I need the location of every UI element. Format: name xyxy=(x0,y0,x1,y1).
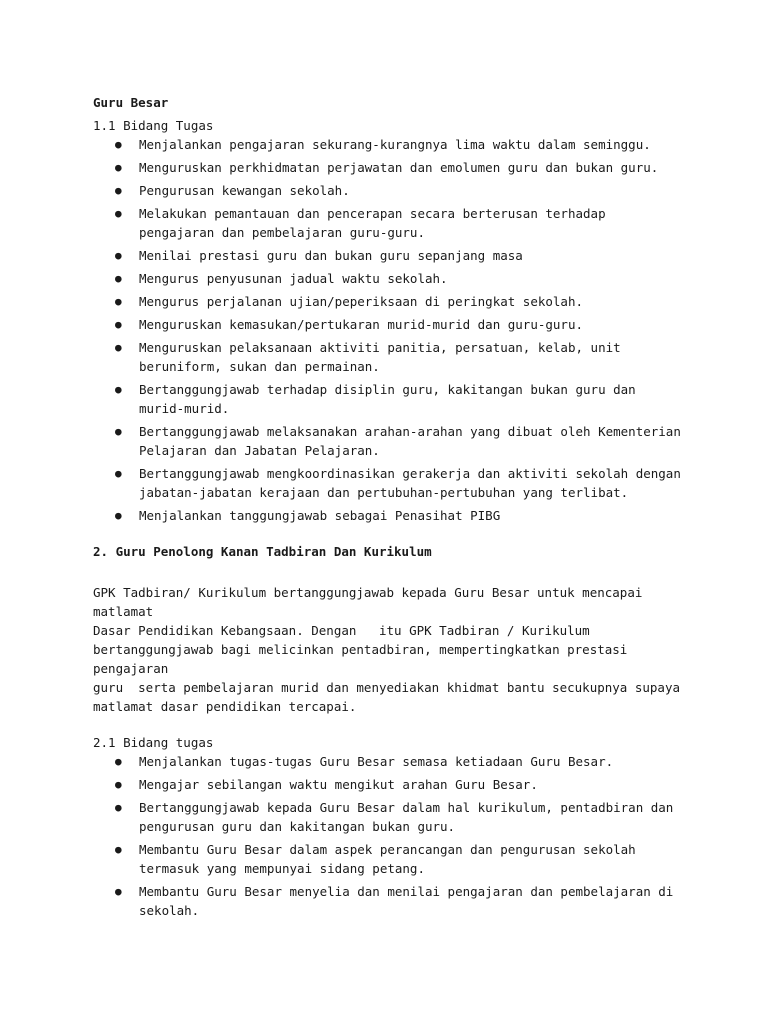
list-item xyxy=(93,292,683,311)
bullet-icon: ● xyxy=(115,509,122,522)
bullet-icon: ● xyxy=(115,755,122,768)
list-item-text: Pengurusan kewangan sekolah. xyxy=(139,183,350,198)
list-item-text: Mengurus perjalanan ujian/peperiksaan di peringkat sekolah. xyxy=(139,294,584,309)
bullet-icon: ● xyxy=(115,138,122,151)
list-item xyxy=(93,204,683,242)
list-item-text: Bertanggungjawab melaksanakan arahan-arahan yang dibuat oleh Kementerian Pelajaran dan Jabatan Pelajaran. xyxy=(139,424,681,458)
bullet-icon: ● xyxy=(115,249,122,262)
list-item-text: Bertanggungjawab kepada Guru Besar dalam hal kurikulum, pentadbiran dan pengurusan guru dan kakitangan bukan guru. xyxy=(139,800,674,834)
list-item xyxy=(93,246,683,265)
list-item-text: Mengajar sebilangan waktu mengikut arahan Guru Besar. xyxy=(139,777,538,792)
list-item xyxy=(93,775,683,794)
list-item-text: Membantu Guru Besar menyelia dan menilai pengajaran dan pembelajaran di sekolah. xyxy=(139,884,674,918)
list-item xyxy=(93,798,683,836)
list-item-text: Mengurus penyusunan jadual waktu sekolah. xyxy=(139,271,448,286)
list-item-text: Menjalankan pengajaran sekurang-kurangnya lima waktu dalam seminggu. xyxy=(139,137,651,152)
bullet-icon: ● xyxy=(115,885,122,898)
list-item xyxy=(93,158,683,177)
bullet-icon: ● xyxy=(115,801,122,814)
list-item xyxy=(93,840,683,878)
bullet-icon: ● xyxy=(115,341,122,354)
bullet-icon: ● xyxy=(115,295,122,308)
bullet-icon: ● xyxy=(115,383,122,396)
bullet-icon: ● xyxy=(115,778,122,791)
bullet-icon: ● xyxy=(115,207,122,220)
list-item-text: Bertanggungjawab mengkoordinasikan gerakerja dan aktiviti sekolah dengan jabatan-jabatan kerajaan dan pertubuhan-pertubuhan yang terlibat. xyxy=(139,466,681,500)
list-item-text: Menguruskan perkhidmatan perjawatan dan emolumen guru dan bukan guru. xyxy=(139,160,659,175)
list-item xyxy=(93,506,683,525)
list-item xyxy=(93,882,683,920)
list-item-text: Menjalankan tanggungjawab sebagai Penasihat PIBG xyxy=(139,508,501,523)
list-item xyxy=(93,135,683,154)
list-item xyxy=(93,315,683,334)
subsection-title-bidang-tugas: 1.1 Bidang Tugas xyxy=(93,118,214,133)
bullet-icon: ● xyxy=(115,272,122,285)
bullet-icon: ● xyxy=(115,318,122,331)
bullet-icon: ● xyxy=(115,161,122,174)
bullet-icon: ● xyxy=(115,843,122,856)
bullet-icon: ● xyxy=(115,425,122,438)
bullet-icon: ● xyxy=(115,467,122,480)
list-item-text: Membantu Guru Besar dalam aspek perancangan dan pengurusan sekolah termasuk yang mempunyai sidang petang. xyxy=(139,842,636,876)
guru-besar-duties-list xyxy=(93,135,683,525)
list-item-text: Melakukan pemantauan dan pencerapan secara berterusan terhadap pengajaran dan pembelajaran guru-guru. xyxy=(139,206,606,240)
gpk-duties-list xyxy=(93,752,683,920)
list-item-text: Menilai prestasi guru dan bukan guru sepanjang masa xyxy=(139,248,523,263)
bullet-icon: ● xyxy=(115,184,122,197)
section-title-gpk: 2. Guru Penolong Kanan Tadbiran Dan Kurikulum xyxy=(93,544,432,559)
list-item-text: Menguruskan pelaksanaan aktiviti panitia, persatuan, kelab, unit beruniform, sukan dan permainan. xyxy=(139,340,621,374)
list-item xyxy=(93,338,683,376)
list-item-text: Bertanggungjawab terhadap disiplin guru, kakitangan bukan guru dan murid-murid. xyxy=(139,382,636,416)
gpk-description-paragraph: GPK Tadbiran/ Kurikulum bertanggungjawab kepada Guru Besar untuk mencapai matlamat Dasar Pendidikan Kebangsaan. Dengan itu GPK Tadbiran / Kurikulum bertanggungjawab bagi melicinkan pentadbiran, mempertingkatkan prestasi pengajaran guru serta pembelajaran murid dan menyediakan khidmat bantu secukupnya supaya matlamat dasar pendidikan tercapai. xyxy=(93,585,680,714)
list-item xyxy=(93,464,683,502)
document-content xyxy=(93,94,683,924)
list-item xyxy=(93,181,683,200)
subsection-title-bidang-tugas-2: 2.1 Bidang tugas xyxy=(93,735,214,750)
list-item xyxy=(93,422,683,460)
section-title-guru-besar: Guru Besar xyxy=(93,95,169,110)
list-item-text: Menguruskan kemasukan/pertukaran murid-murid dan guru-guru. xyxy=(139,317,584,332)
list-item xyxy=(93,380,683,418)
list-item xyxy=(93,752,683,771)
list-item-text: Menjalankan tugas-tugas Guru Besar semasa ketiadaan Guru Besar. xyxy=(139,754,614,769)
list-item xyxy=(93,269,683,288)
